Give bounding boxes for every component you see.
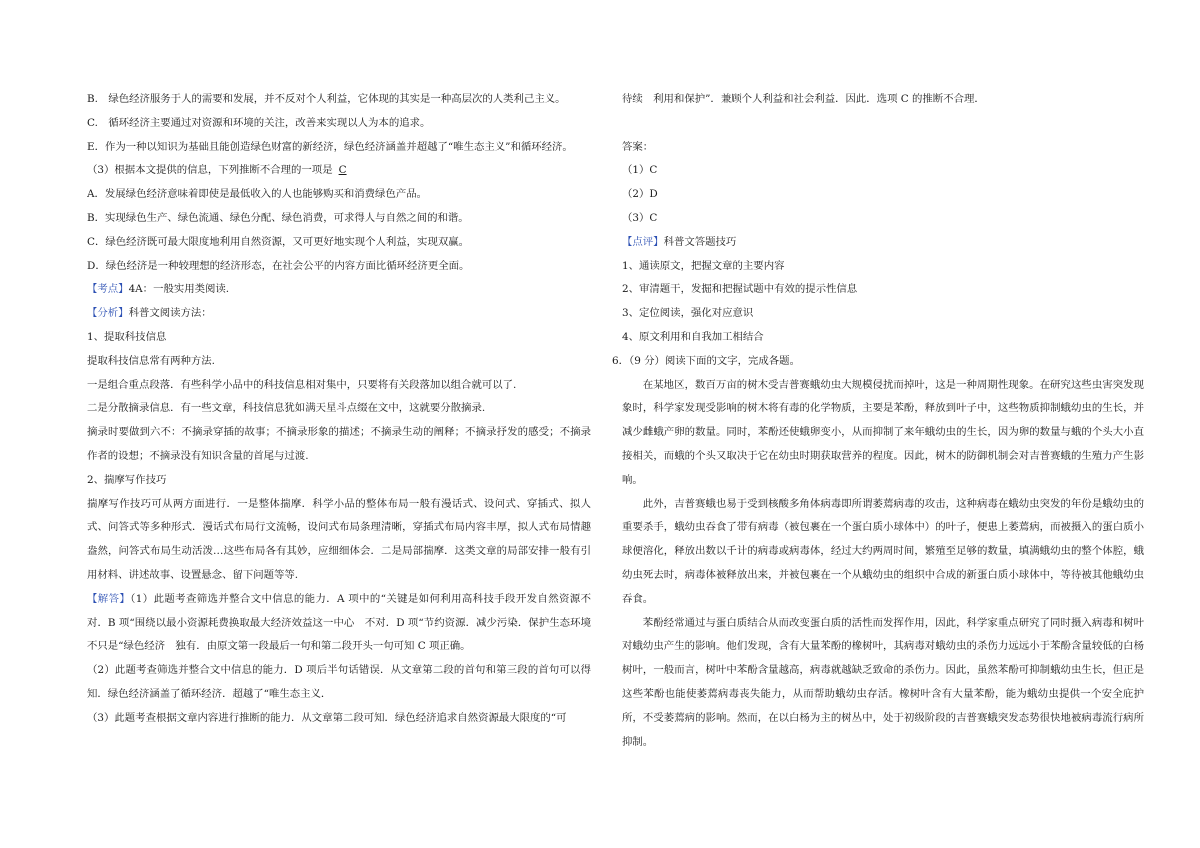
fenxi (87, 302, 591, 326)
passage-paragraph-2: 此外，吉普赛蛾也易于受到核酸多角体病毒即所谓萎蔫病毒的攻击，这种病毒在蛾幼虫突发的年份是蛾幼虫的重要杀手，蛾幼虫吞食了带有病毒（被包裹在一个蛋白质小球体中）的叶子，便患上萎蔫病，而被摄入的蛋白质小球便溶化，释放出数以千计的病毒或病毒体，经过大约两周时间，繁殖至足够的数量，填满蛾幼虫的整个体腔，蛾幼虫死去时，病毒体被释放出来，并被包裹在一个从蛾幼虫的组织中合成的新蛋白质小球体中，等待被其他蛾幼虫吞食。 (622, 497, 1144, 605)
method-1-p4: 摘录时要做到六不：不摘录穿插的故事；不摘录形象的描述；不摘录生动的阐释；不摘录抒发的感受；不摘录作者的设想；不摘录没有知识含量的首尾与过渡. (87, 426, 591, 462)
q3-option-a: A．发展绿色经济意味着即使是最低收入的人也能够购买和消费绿色产品。 (87, 188, 428, 201)
q3-option-b: B．实现绿色生产、绿色流通、绿色分配、绿色消费，可求得人与自然之间的和谐。 (87, 211, 469, 224)
dianping (622, 231, 1144, 255)
kaodian (87, 278, 591, 302)
right-column (612, 88, 1144, 754)
q3-option-d: D．绿色经济是一种较理想的经济形态，在社会公平的内容方面比循环经济更全面。 (87, 259, 470, 272)
question-3 (87, 159, 591, 183)
jieda-3: （3）此题考查根据文章内容进行推断的能力．从文章第二段可知．绿色经济追求自然资源最大限度的“可 (87, 711, 567, 724)
passage-paragraph-1: 在某地区，数百万亩的树木受吉普赛蛾幼虫大规模侵扰而掉叶，这是一种周期性现象。在研究这些虫害突发现象时，科学家发现受影响的树木将有毒的化学物质，主要是苯酚，释放到叶子中，这些物质抑制蛾幼虫的生长，并减少雌蛾产卵的数量。同时，苯酚还使蛾卵变小，从而抑制了来年蛾幼虫的生长，因为卵的数量与蛾的个头大小直接相关，而蛾的个头又取决于它在幼虫时期获取营养的程度。因此，树木的防御机制会对吉普赛蛾的生殖力产生影响。 (622, 378, 1144, 486)
answer-3: （3）C (622, 211, 658, 224)
kaodian-tag: 【考点】 (87, 283, 129, 296)
method-1-p1: 提取科技信息常有两种方法. (87, 354, 215, 367)
dianping-tag: 【点评】 (622, 235, 664, 248)
option-e: E．作为一种以知识为基础且能创造绿色财富的新经济，绿色经济涵盖并超越了“唯生态主义”和循环经济。 (87, 140, 573, 153)
jieda-tag: 【解答】 (87, 592, 131, 605)
q3-option-c: C．绿色经济既可最大限度地利用自然资源，又可更好地实现个人利益，实现双赢。 (87, 235, 470, 248)
answer-label: 答案： (622, 140, 654, 153)
question-6: 6．（9 分）阅读下面的文字，完成各题。 (612, 354, 800, 367)
jieda-1-text: （1）此题考查筛选并整合文中信息的能力．A 项中的“关键是如何利用高科技手段开发自然资源不对．B 项“围绕以最小资源耗费换取最大经济效益这一中心 不对．D 项“节约资源．减少污染．保护生态环境 不只是“绿色经济 独有．由原文第一段最后一句和第二段开头一句可知 C 项正确。 (87, 592, 602, 653)
fenxi-text: 科普文阅读方法： (128, 307, 212, 320)
tip-1: 1、通读原文，把握文章的主要内容 (622, 259, 785, 272)
kaodian-text: 4A：一般实用类阅读. (128, 283, 230, 296)
tip-3: 3、定位阅读，强化对应意识 (622, 307, 754, 320)
jieda-2: （2）此题考查筛选并整合文中信息的能力．D 项后半句话错误．从文章第二段的首句和第三段的首句可以得知．绿色经济涵盖了循环经济．超越了“唯生态主义． (87, 664, 591, 700)
passage-paragraph-3: 苯酚经常通过与蛋白质结合从而改变蛋白质的活性而发挥作用，因此，科学家重点研究了同时摄入病毒和树叶对蛾幼虫产生的影响。他们发现，含有大量苯酚的橡树叶，其病毒对蛾幼虫的杀伤力远远小于苯酚含量较低的白杨树叶，一般而言，树叶中苯酚含量越高，病毒就越缺乏致命的杀伤力。因此，虽然苯酚可抑制蛾幼虫生长，但正是这些苯酚也能使萎蔫病毒丧失能力，从而帮助蛾幼虫存活。橡树叶含有大量苯酚，能为蛾幼虫提供一个安全庇护所，不受萎蔫病的影响。然而，在以白杨为主的树丛中，处于初级阶段的吉普赛蛾突发态势很快地被病毒流行病所抑制。 (622, 616, 1144, 748)
continued-text: 待续 利用和保护”．兼顾个人利益和社会利益．因此．选项 C 的推断不合理． (622, 93, 985, 105)
method-2-title: 2、揣摩写作技巧 (87, 473, 167, 486)
question-3-text: （3）根据本文提供的信息，下列推断不合理的一项是 (87, 164, 333, 177)
method-2-p1: 揣摩写作技巧可从两方面进行．一是整体揣摩．科学小品的整体布局一般有漫话式、设问式、穿插式、拟人式、问答式等多种形式．漫话式布局行文流畅，设问式布局条理清晰，穿插式布局内容丰厚，拟人式布局情趣盎然，问答式布局生动活泼…这些布局各有其妙，应细细体会．二是局部揣摩．这类文章的局部安排一般有引用材料、讲述故事、设置悬念、留下问题等等. (87, 497, 591, 581)
method-1-p2: 一是组合重点段落．有些科学小品中的科技信息相对集中，只要将有关段落加以组合就可以了. (87, 378, 517, 391)
jieda-1 (87, 588, 602, 659)
answer-1: （1）C (622, 164, 658, 177)
tip-4: 4、原文利用和自我加工相结合 (622, 330, 764, 343)
blank-line (622, 112, 1144, 136)
method-1-p3: 二是分散摘录信息．有一些文章，科技信息犹如满天星斗点缀在文中，这就要分散摘录. (87, 402, 486, 415)
option-b: B. 绿色经济服务于人的需要和发展，并不反对个人利益，它体现的其实是一种高层次的人类利己主义。 (87, 93, 566, 105)
answer-2: （2）D (622, 188, 658, 201)
tip-2: 2、审清题干，发掘和把握试题中有效的提示性信息 (622, 283, 858, 296)
question-3-answer: C (338, 164, 347, 177)
left-column (87, 88, 602, 731)
dianping-text: 科普文答题技巧 (663, 235, 737, 248)
fenxi-tag: 【分析】 (87, 307, 129, 320)
method-1-title: 1、提取科技信息 (87, 330, 167, 343)
option-c: C. 循环经济主要通过对资源和环境的关注，改善来实现以人为本的追求。 (87, 116, 431, 129)
